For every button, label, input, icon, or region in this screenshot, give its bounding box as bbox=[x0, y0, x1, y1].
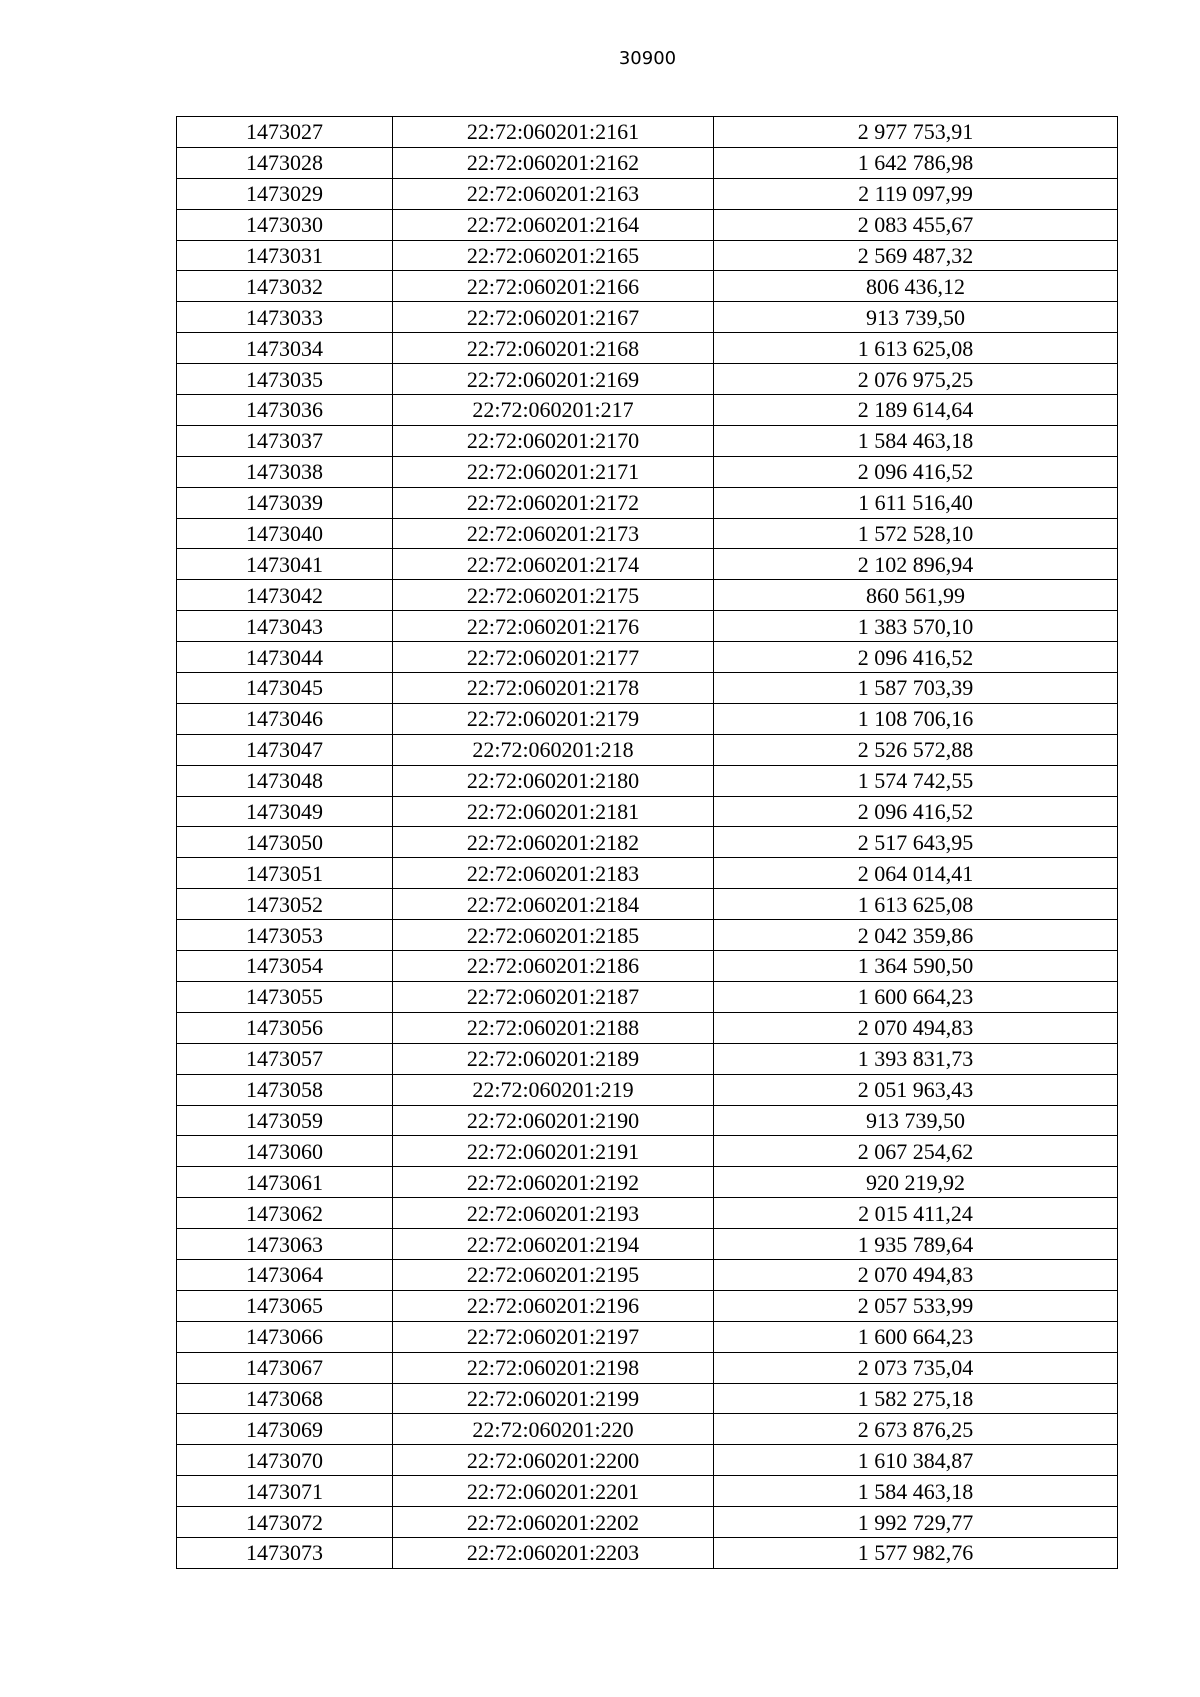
cadastral-number-cell: 22:72:060201:2164 bbox=[393, 209, 714, 240]
row-number-cell: 1473064 bbox=[177, 1259, 393, 1290]
table-row bbox=[177, 1136, 1118, 1167]
cadastral-value-cell: 2 070 494,83 bbox=[714, 1259, 1118, 1290]
cadastral-number-cell: 22:72:060201:2193 bbox=[393, 1198, 714, 1229]
row-number-cell: 1473037 bbox=[177, 425, 393, 456]
row-number-cell: 1473058 bbox=[177, 1074, 393, 1105]
row-number-cell: 1473073 bbox=[177, 1537, 393, 1568]
cadastral-value-cell: 1 600 664,23 bbox=[714, 1321, 1118, 1352]
page-number: 30900 bbox=[618, 48, 677, 69]
cadastral-value-cell: 2 526 572,88 bbox=[714, 734, 1118, 765]
cadastral-value-cell: 913 739,50 bbox=[714, 302, 1118, 333]
table-row bbox=[177, 920, 1118, 951]
cadastral-number-cell: 22:72:060201:2179 bbox=[393, 703, 714, 734]
cadastral-value-cell: 1 577 982,76 bbox=[714, 1537, 1118, 1568]
row-number-cell: 1473035 bbox=[177, 364, 393, 395]
cadastral-value-cell: 1 582 275,18 bbox=[714, 1383, 1118, 1414]
cadastral-number-cell: 22:72:060201:2189 bbox=[393, 1043, 714, 1074]
row-number-cell: 1473040 bbox=[177, 518, 393, 549]
cadastral-value-cell: 2 076 975,25 bbox=[714, 364, 1118, 395]
cadastral-number-cell: 22:72:060201:2166 bbox=[393, 271, 714, 302]
table-row bbox=[177, 734, 1118, 765]
table-row bbox=[177, 487, 1118, 518]
cadastral-number-cell: 22:72:060201:2174 bbox=[393, 549, 714, 580]
cadastral-number-cell: 22:72:060201:2169 bbox=[393, 364, 714, 395]
cadastral-number-cell: 22:72:060201:2176 bbox=[393, 611, 714, 642]
cadastral-number-cell: 22:72:060201:2198 bbox=[393, 1352, 714, 1383]
row-number-cell: 1473065 bbox=[177, 1290, 393, 1321]
cadastral-number-cell: 22:72:060201:2182 bbox=[393, 827, 714, 858]
cadastral-number-cell: 22:72:060201:2196 bbox=[393, 1290, 714, 1321]
table-row bbox=[177, 1414, 1118, 1445]
cadastral-value-cell: 1 611 516,40 bbox=[714, 487, 1118, 518]
row-number-cell: 1473051 bbox=[177, 858, 393, 889]
table-row bbox=[177, 580, 1118, 611]
cadastral-value-cell: 2 517 643,95 bbox=[714, 827, 1118, 858]
cadastral-number-cell: 22:72:060201:2191 bbox=[393, 1136, 714, 1167]
cadastral-number-cell: 22:72:060201:2201 bbox=[393, 1476, 714, 1507]
cadastral-number-cell: 22:72:060201:2167 bbox=[393, 302, 714, 333]
row-number-cell: 1473027 bbox=[177, 117, 393, 148]
cadastral-value-cell: 1 992 729,77 bbox=[714, 1507, 1118, 1538]
cadastral-value-cell: 2 083 455,67 bbox=[714, 209, 1118, 240]
row-number-cell: 1473039 bbox=[177, 487, 393, 518]
cadastral-number-cell: 22:72:060201:2200 bbox=[393, 1445, 714, 1476]
cadastral-value-cell: 920 219,92 bbox=[714, 1167, 1118, 1198]
cadastral-table-container bbox=[176, 116, 1118, 1569]
cadastral-value-cell: 2 102 896,94 bbox=[714, 549, 1118, 580]
cadastral-value-cell: 1 584 463,18 bbox=[714, 1476, 1118, 1507]
table-row bbox=[177, 271, 1118, 302]
table-row bbox=[177, 456, 1118, 487]
row-number-cell: 1473031 bbox=[177, 240, 393, 271]
cadastral-value-cell: 1 584 463,18 bbox=[714, 425, 1118, 456]
row-number-cell: 1473069 bbox=[177, 1414, 393, 1445]
cadastral-number-cell: 22:72:060201:2171 bbox=[393, 456, 714, 487]
row-number-cell: 1473030 bbox=[177, 209, 393, 240]
cadastral-number-cell: 22:72:060201:2170 bbox=[393, 425, 714, 456]
table-row bbox=[177, 1229, 1118, 1260]
cadastral-number-cell: 22:72:060201:2162 bbox=[393, 147, 714, 178]
row-number-cell: 1473067 bbox=[177, 1352, 393, 1383]
table-row bbox=[177, 889, 1118, 920]
table-row bbox=[177, 1537, 1118, 1568]
cadastral-value-cell: 2 189 614,64 bbox=[714, 395, 1118, 426]
row-number-cell: 1473036 bbox=[177, 395, 393, 426]
cadastral-value-cell: 1 383 570,10 bbox=[714, 611, 1118, 642]
row-number-cell: 1473060 bbox=[177, 1136, 393, 1167]
cadastral-number-cell: 22:72:060201:2202 bbox=[393, 1507, 714, 1538]
cadastral-value-cell: 1 393 831,73 bbox=[714, 1043, 1118, 1074]
table-row bbox=[177, 1105, 1118, 1136]
cadastral-number-cell: 22:72:060201:2163 bbox=[393, 178, 714, 209]
cadastral-number-cell: 22:72:060201:219 bbox=[393, 1074, 714, 1105]
table-row bbox=[177, 1507, 1118, 1538]
cadastral-value-cell: 2 073 735,04 bbox=[714, 1352, 1118, 1383]
table-row bbox=[177, 951, 1118, 982]
cadastral-number-cell: 22:72:060201:2199 bbox=[393, 1383, 714, 1414]
table-row bbox=[177, 147, 1118, 178]
row-number-cell: 1473053 bbox=[177, 920, 393, 951]
table-row bbox=[177, 425, 1118, 456]
cadastral-number-cell: 22:72:060201:2197 bbox=[393, 1321, 714, 1352]
table-row bbox=[177, 1476, 1118, 1507]
row-number-cell: 1473049 bbox=[177, 796, 393, 827]
row-number-cell: 1473052 bbox=[177, 889, 393, 920]
table-row bbox=[177, 1290, 1118, 1321]
table-row bbox=[177, 240, 1118, 271]
cadastral-number-cell: 22:72:060201:2178 bbox=[393, 673, 714, 704]
cadastral-number-cell: 22:72:060201:220 bbox=[393, 1414, 714, 1445]
cadastral-number-cell: 22:72:060201:2180 bbox=[393, 765, 714, 796]
table-row bbox=[177, 642, 1118, 673]
table-row bbox=[177, 178, 1118, 209]
row-number-cell: 1473029 bbox=[177, 178, 393, 209]
row-number-cell: 1473046 bbox=[177, 703, 393, 734]
row-number-cell: 1473028 bbox=[177, 147, 393, 178]
cadastral-value-cell: 2 042 359,86 bbox=[714, 920, 1118, 951]
row-number-cell: 1473066 bbox=[177, 1321, 393, 1352]
table-row bbox=[177, 1012, 1118, 1043]
cadastral-value-cell: 2 119 097,99 bbox=[714, 178, 1118, 209]
row-number-cell: 1473043 bbox=[177, 611, 393, 642]
cadastral-value-cell: 1 587 703,39 bbox=[714, 673, 1118, 704]
cadastral-value-cell: 2 057 533,99 bbox=[714, 1290, 1118, 1321]
cadastral-number-cell: 22:72:060201:2185 bbox=[393, 920, 714, 951]
cadastral-number-cell: 22:72:060201:2195 bbox=[393, 1259, 714, 1290]
cadastral-value-cell: 2 569 487,32 bbox=[714, 240, 1118, 271]
cadastral-value-cell: 1 600 664,23 bbox=[714, 981, 1118, 1012]
cadastral-value-cell: 860 561,99 bbox=[714, 580, 1118, 611]
row-number-cell: 1473068 bbox=[177, 1383, 393, 1414]
cadastral-number-cell: 22:72:060201:2186 bbox=[393, 951, 714, 982]
table-row bbox=[177, 395, 1118, 426]
table-row bbox=[177, 302, 1118, 333]
table-row bbox=[177, 1167, 1118, 1198]
row-number-cell: 1473054 bbox=[177, 951, 393, 982]
cadastral-number-cell: 22:72:060201:2168 bbox=[393, 333, 714, 364]
table-row bbox=[177, 1352, 1118, 1383]
cadastral-value-cell: 1 642 786,98 bbox=[714, 147, 1118, 178]
cadastral-value-cell: 913 739,50 bbox=[714, 1105, 1118, 1136]
row-number-cell: 1473055 bbox=[177, 981, 393, 1012]
cadastral-number-cell: 22:72:060201:2187 bbox=[393, 981, 714, 1012]
cadastral-value-cell: 2 096 416,52 bbox=[714, 796, 1118, 827]
row-number-cell: 1473045 bbox=[177, 673, 393, 704]
cadastral-number-cell: 22:72:060201:2161 bbox=[393, 117, 714, 148]
cadastral-number-cell: 22:72:060201:2188 bbox=[393, 1012, 714, 1043]
table-row bbox=[177, 549, 1118, 580]
table-row bbox=[177, 1043, 1118, 1074]
row-number-cell: 1473038 bbox=[177, 456, 393, 487]
cadastral-value-cell: 1 610 384,87 bbox=[714, 1445, 1118, 1476]
table-row bbox=[177, 1383, 1118, 1414]
table-row bbox=[177, 518, 1118, 549]
cadastral-number-cell: 22:72:060201:2190 bbox=[393, 1105, 714, 1136]
row-number-cell: 1473061 bbox=[177, 1167, 393, 1198]
table-row bbox=[177, 981, 1118, 1012]
row-number-cell: 1473071 bbox=[177, 1476, 393, 1507]
table-row bbox=[177, 827, 1118, 858]
cadastral-value-cell: 2 673 876,25 bbox=[714, 1414, 1118, 1445]
row-number-cell: 1473032 bbox=[177, 271, 393, 302]
row-number-cell: 1473050 bbox=[177, 827, 393, 858]
cadastral-value-cell: 2 067 254,62 bbox=[714, 1136, 1118, 1167]
table-row bbox=[177, 1445, 1118, 1476]
row-number-cell: 1473033 bbox=[177, 302, 393, 333]
cadastral-value-cell: 2 096 416,52 bbox=[714, 456, 1118, 487]
row-number-cell: 1473057 bbox=[177, 1043, 393, 1074]
cadastral-value-cell: 2 977 753,91 bbox=[714, 117, 1118, 148]
table-row bbox=[177, 209, 1118, 240]
row-number-cell: 1473072 bbox=[177, 1507, 393, 1538]
cadastral-value-cell: 1 935 789,64 bbox=[714, 1229, 1118, 1260]
cadastral-value-cell: 2 064 014,41 bbox=[714, 858, 1118, 889]
row-number-cell: 1473044 bbox=[177, 642, 393, 673]
row-number-cell: 1473047 bbox=[177, 734, 393, 765]
cadastral-value-cell: 1 613 625,08 bbox=[714, 889, 1118, 920]
cadastral-number-cell: 22:72:060201:218 bbox=[393, 734, 714, 765]
row-number-cell: 1473062 bbox=[177, 1198, 393, 1229]
cadastral-value-cell: 2 096 416,52 bbox=[714, 642, 1118, 673]
table-row bbox=[177, 1321, 1118, 1352]
row-number-cell: 1473070 bbox=[177, 1445, 393, 1476]
cadastral-value-cell: 2 015 411,24 bbox=[714, 1198, 1118, 1229]
cadastral-value-cell: 1 572 528,10 bbox=[714, 518, 1118, 549]
table-row bbox=[177, 364, 1118, 395]
table-row bbox=[177, 796, 1118, 827]
table-row bbox=[177, 858, 1118, 889]
table-row bbox=[177, 611, 1118, 642]
cadastral-number-cell: 22:72:060201:2175 bbox=[393, 580, 714, 611]
table-row bbox=[177, 673, 1118, 704]
cadastral-number-cell: 22:72:060201:2172 bbox=[393, 487, 714, 518]
cadastral-value-cell: 1 613 625,08 bbox=[714, 333, 1118, 364]
cadastral-number-cell: 22:72:060201:2165 bbox=[393, 240, 714, 271]
cadastral-number-cell: 22:72:060201:2181 bbox=[393, 796, 714, 827]
row-number-cell: 1473059 bbox=[177, 1105, 393, 1136]
table-row bbox=[177, 765, 1118, 796]
cadastral-value-cell: 1 364 590,50 bbox=[714, 951, 1118, 982]
row-number-cell: 1473063 bbox=[177, 1229, 393, 1260]
cadastral-number-cell: 22:72:060201:2173 bbox=[393, 518, 714, 549]
table-row bbox=[177, 1198, 1118, 1229]
row-number-cell: 1473041 bbox=[177, 549, 393, 580]
table-row bbox=[177, 1259, 1118, 1290]
cadastral-number-cell: 22:72:060201:2183 bbox=[393, 858, 714, 889]
cadastral-value-cell: 2 051 963,43 bbox=[714, 1074, 1118, 1105]
cadastral-value-cell: 1 108 706,16 bbox=[714, 703, 1118, 734]
row-number-cell: 1473048 bbox=[177, 765, 393, 796]
cadastral-number-cell: 22:72:060201:2184 bbox=[393, 889, 714, 920]
row-number-cell: 1473056 bbox=[177, 1012, 393, 1043]
row-number-cell: 1473034 bbox=[177, 333, 393, 364]
table-row bbox=[177, 117, 1118, 148]
cadastral-number-cell: 22:72:060201:217 bbox=[393, 395, 714, 426]
cadastral-value-cell: 1 574 742,55 bbox=[714, 765, 1118, 796]
cadastral-value-table bbox=[176, 116, 1118, 1569]
cadastral-number-cell: 22:72:060201:2203 bbox=[393, 1537, 714, 1568]
table-row bbox=[177, 703, 1118, 734]
table-row bbox=[177, 1074, 1118, 1105]
cadastral-value-cell: 806 436,12 bbox=[714, 271, 1118, 302]
cadastral-number-cell: 22:72:060201:2177 bbox=[393, 642, 714, 673]
table-row bbox=[177, 333, 1118, 364]
cadastral-number-cell: 22:72:060201:2192 bbox=[393, 1167, 714, 1198]
row-number-cell: 1473042 bbox=[177, 580, 393, 611]
cadastral-number-cell: 22:72:060201:2194 bbox=[393, 1229, 714, 1260]
cadastral-value-cell: 2 070 494,83 bbox=[714, 1012, 1118, 1043]
table-body bbox=[177, 117, 1118, 1569]
